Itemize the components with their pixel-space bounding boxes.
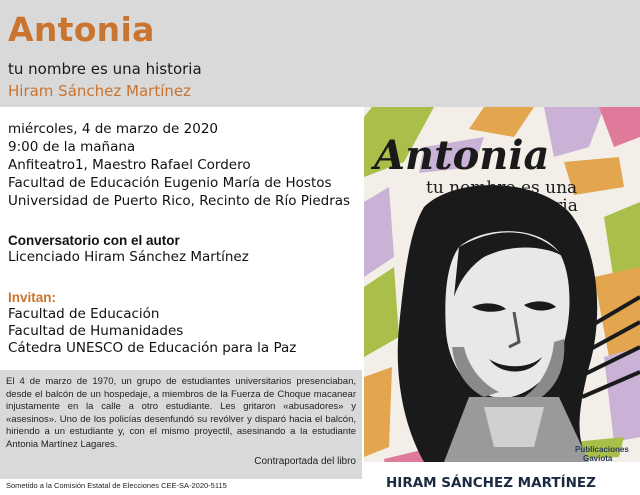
synopsis-panel bbox=[0, 370, 362, 479]
invitan-item: Facultad de Humanidades bbox=[8, 323, 184, 339]
invitan-item: Cátedra UNESCO de Educación para la Paz bbox=[8, 340, 297, 356]
conversatorio-speaker: Licenciado Hiram Sánchez Martínez bbox=[8, 249, 249, 265]
event-date: miércoles, 4 de marzo de 2020 bbox=[8, 121, 218, 137]
invitan-item: Facultad de Educación bbox=[8, 306, 160, 322]
synopsis-text: El 4 de marzo de 1970, un grupo de estudiantes universitarios presenciaban, desde el balcón de un hospedaje, a miembros de la Fuerza de Choque macanear injustamente en la calle a otro estudiante. Les gritaron «abusadores» y «asesinos». Uno de los policías desenfundó su revólver y disparó hacia el balcón, hiriendo a un estudiante y, con el mismo proyectil, asesinando a la estudiante Antonia Martínez Lagares. bbox=[6, 376, 356, 450]
book-cover bbox=[364, 107, 640, 495]
conversatorio-section bbox=[8, 232, 249, 266]
invitan-heading: Invitan: bbox=[8, 290, 57, 305]
conversatorio-heading: Conversatorio con el autor bbox=[8, 233, 180, 248]
author-name: Hiram Sánchez Martínez bbox=[8, 82, 191, 100]
publisher-name: Gaviota bbox=[583, 454, 613, 463]
event-university: Universidad de Puerto Rico, Recinto de Río Piedras bbox=[8, 193, 351, 209]
book-cover-art bbox=[364, 107, 640, 495]
cover-subtitle: tu nombre es una bbox=[426, 178, 578, 198]
event-details bbox=[8, 120, 350, 210]
page-subtitle: tu nombre es una historia bbox=[8, 60, 202, 78]
header-band bbox=[0, 0, 640, 107]
event-venue: Anfiteatro1, Maestro Rafael Cordero bbox=[8, 157, 251, 173]
event-time: 9:00 de la mañana bbox=[8, 139, 136, 155]
cover-title: Antonia bbox=[374, 132, 550, 179]
invitan-section bbox=[8, 289, 296, 357]
page-title: Antonia bbox=[8, 10, 155, 49]
footer-note: Sometido a la Comisión Estatal de Elecciones CEE-SA-2020-5115 bbox=[6, 481, 227, 490]
synopsis-source: Contraportada del libro bbox=[254, 456, 356, 467]
cover-subtitle: historia bbox=[512, 196, 578, 216]
publisher-name: Publicaciones bbox=[575, 445, 629, 454]
cover-author: HIRAM SÁNCHEZ MARTÍNEZ bbox=[386, 475, 596, 491]
event-faculty: Facultad de Educación Eugenio María de Hostos bbox=[8, 175, 332, 191]
